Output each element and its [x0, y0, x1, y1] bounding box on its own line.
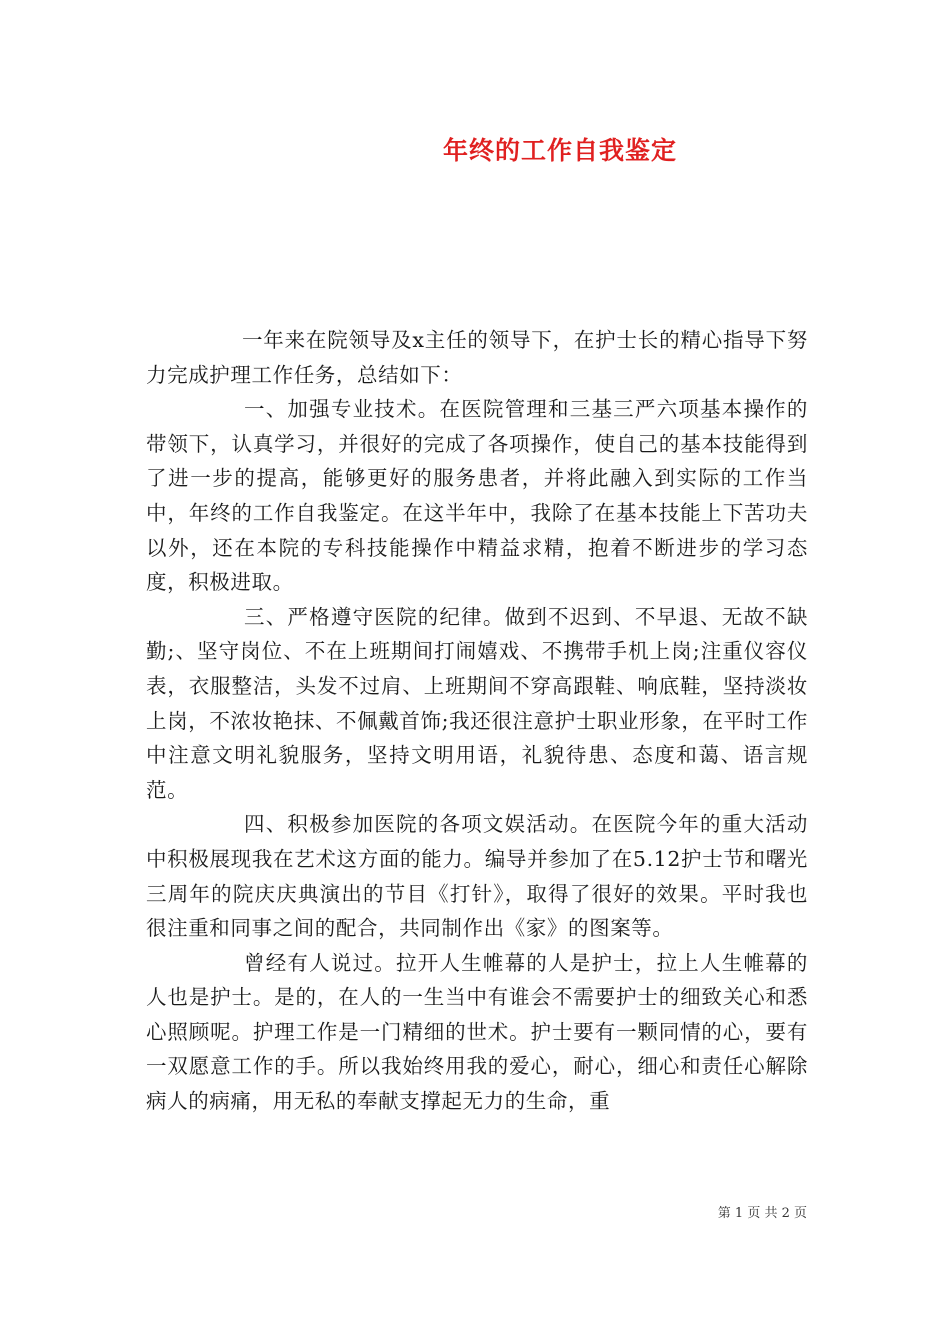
document-body [146, 323, 808, 1119]
page-number-footer: 第 1 页 共 2 页 [717, 1206, 807, 1221]
paragraph-section-1: 一、加强专业技术。在医院管理和三基三严六项基本操作的带领下，认真学习，并很好的完成了各项操作，使自己的基本技能得到了进一步的提高，能够更好的服务患者，并将此融入到实际的工作当中，年终的工作自我鉴定。在这半年中，我除了在基本技能上下苦功夫以外，还在本院的专科技能操作中精益求精，抱着不断进步的学习态度，积极进取。 [146, 397, 808, 595]
paragraph-intro: 一年来在院领导及x主任的领导下，在护士长的精心指导下努力完成护理工作任务，总结如下： [146, 328, 808, 387]
document-title: 年终的工作自我鉴定 [442, 136, 677, 165]
paragraph-section-3: 三、严格遵守医院的纪律。做到不迟到、不早退、无故不缺勤;、坚守岗位、不在上班期间打闹嬉戏、不携带手机上岗;注重仪容仪表，衣服整洁，头发不过肩、上班期间不穿高跟鞋、响底鞋，坚持淡妆上岗，不浓妆艳抹、不佩戴首饰;我还很注意护士职业形象，在平时工作中注意文明礼貌服务，坚持文明用语，礼貌待患、态度和蔼、语言规范。 [146, 604, 808, 802]
paragraph-closing: 曾经有人说过。拉开人生帷幕的人是护士，拉上人生帷幕的人也是护士。是的，在人的一生当中有谁会不需要护士的细致关心和悉心照顾呢。护理工作是一门精细的世术。护士要有一颗同情的心，要有一双愿意工作的手。所以我始终用我的爱心，耐心，细心和责任心解除病人的病痛，用无私的奉献支撑起无力的生命，重 [146, 950, 808, 1114]
paragraph-section-4: 四、积极参加医院的各项文娱活动。在医院今年的重大活动中积极展现我在艺术这方面的能力。编导并参加了在5.12护士节和曙光三周年的院庆庆典演出的节目《打针》，取得了很好的效果。平时我也很注重和同事之间的配合，共同制作出《家》的图案等。 [146, 812, 808, 941]
